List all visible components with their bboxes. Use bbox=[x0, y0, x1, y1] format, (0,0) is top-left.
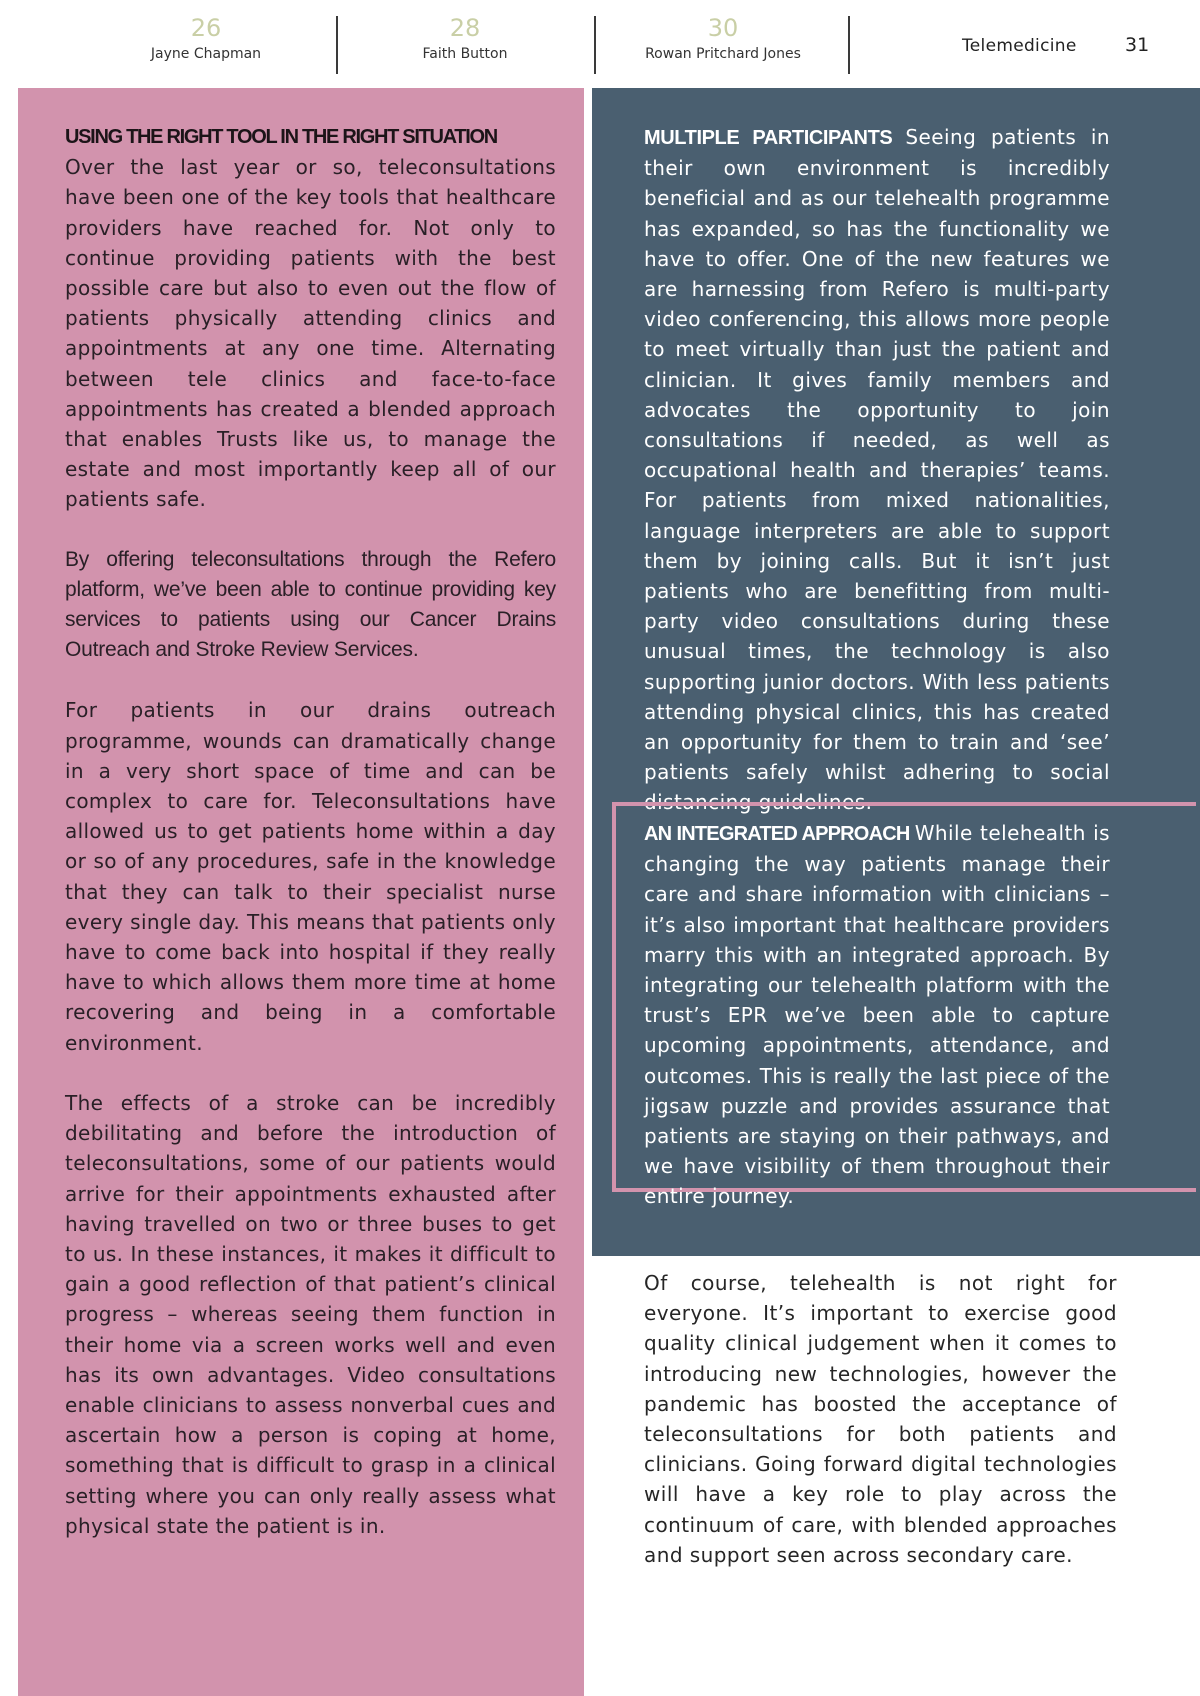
paragraph: For patients in our drains outreach programme, wounds can dramatically change in a very short space of time and can be complex to care for. Teleconsultations have allowed us to get patients home within a day or so of any procedures, safe in the knowledge that they can talk to their specialist nurse every single day. This means that patients only have to come back into hospital if they really have to which allows them more time at home recovering and being in a comfortable environment. bbox=[65, 698, 556, 1055]
nav-divider bbox=[848, 16, 850, 74]
page-number: 31 bbox=[1125, 34, 1150, 56]
nav-link-rowan-pritchard-jones[interactable] bbox=[613, 14, 833, 62]
section-title: Telemedicine bbox=[962, 36, 1077, 56]
paragraph: The effects of a stroke can be incredibly debilitating and before the introduction of teleconsultations, some of our patients would arrive for their appointments exhausted after having travelled on two or three buses to get to us. In these instances, it makes it difficult to gain a good reflection of that patient’s clinical progress – whereas seeing them function in their home via a screen works well and even has its own advantages. Video consultations enable clinicians to assess nonverbal cues and ascertain how a person is coping at home, something that is difficult to grasp in a clinical setting where you can only really assess what physical state the patient is in. bbox=[65, 1090, 556, 1538]
nav-page-number: 28 bbox=[449, 14, 481, 42]
nav-link-jayne-chapman[interactable] bbox=[96, 14, 316, 62]
nav-link-faith-button[interactable] bbox=[355, 14, 575, 62]
left-column bbox=[18, 88, 584, 1696]
paragraph: By offering teleconsultations through the Refero platform, we’ve been able to continue providing key services to patients using our Cancer Drains Outreach and Stroke Review Services. bbox=[65, 547, 556, 662]
integrated-approach-text bbox=[644, 818, 1110, 1212]
nav-page-number: 30 bbox=[707, 14, 739, 42]
integrated-approach-box bbox=[612, 802, 1196, 1209]
nav-author-name: Rowan Pritchard Jones bbox=[645, 46, 801, 62]
section-heading-right-tool: USING THE RIGHT TOOL IN THE RIGHT SITUATION bbox=[65, 126, 497, 148]
nav-divider bbox=[594, 16, 596, 74]
nav-author-name: Faith Button bbox=[422, 46, 508, 62]
paragraph: Seeing patients in their own environment is incredibly beneficial and as our telehealth programme has expanded, so has the functionality we have to offer. One of the new features we are harnessing from Refero is multi-party video conferencing, this allows more people to meet virtually than just the patient and clinician. It gives family members and advocates the opportunity to join consultations if needed, as well as occupational health and therapies’ teams. For patients from mixed nationalities, language interpreters are able to support them by joining calls. But it isn’t just patients who are benefitting from multi-party video consultations during these unusual times, the technology is also supporting junior doctors. With less patients attending physical clinics, this has created an opportunity for them to train and ‘see’ patients safely whilst adhering to social distancing guidelines. bbox=[644, 125, 1111, 815]
section-heading-integrated-approach: AN INTEGRATED APPROACH bbox=[644, 823, 915, 845]
page-header bbox=[0, 0, 1200, 88]
section-heading-multiple-participants: MULTIPLE PARTICIPANTS bbox=[644, 127, 906, 149]
nav-author-name: Jayne Chapman bbox=[150, 46, 262, 62]
paragraph: While telehealth is changing the way patients manage their care and share information with clinicians – it’s also important that healthcare providers marry this with an integrated approach. By integrating our telehealth platform with the trust’s EPR we’ve been able to capture upcoming appointments, attendance, and outcomes. This is really the last piece of the jigsaw puzzle and provides assurance that patients are staying on their pathways, and we have visibility of them throughout their entire journey. bbox=[644, 821, 1110, 1209]
paragraph: Over the last year or so, teleconsultations have been one of the key tools that healthcare providers have reached for. Not only to continue providing patients with the best possible care but also to even out the flow of patients physically attending clinics and appointments at any one time. Alternating between tele clinics and face-to-face appointments has created a blended approach that enables Trusts like us, to manage the estate and most importantly keep all of our patients safe. bbox=[65, 155, 556, 512]
right-panel bbox=[592, 88, 1200, 1256]
nav-divider bbox=[336, 16, 338, 74]
nav-page-number: 26 bbox=[190, 14, 222, 42]
multiple-participants-text bbox=[644, 122, 1110, 818]
left-article-text bbox=[65, 122, 556, 1571]
closing-paragraph: Of course, telehealth is not right for everyone. It’s important to exercise good quality clinical judgement when it comes to introducing new technologies, however the pandemic has boosted the acceptance of teleconsultations for both patients and clinicians. Going forward digital technologies will have a key role to play across the continuum of care, with blended approaches and support seen across secondary care. bbox=[644, 1271, 1117, 1567]
